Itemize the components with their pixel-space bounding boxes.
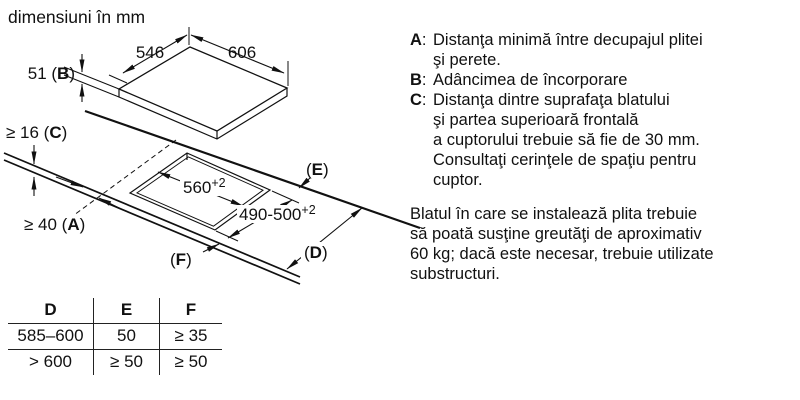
table-cell: 585–600 bbox=[8, 324, 94, 350]
dim-606-label: 606 bbox=[227, 43, 257, 62]
note-c bbox=[410, 90, 798, 190]
note-c-term: C bbox=[410, 91, 422, 109]
table-cell: ≥ 50 bbox=[94, 350, 160, 375]
table-cell: ≥ 35 bbox=[160, 324, 222, 350]
dim-a-arrows bbox=[56, 177, 123, 210]
page-title: dimensiuni în mm bbox=[8, 7, 146, 27]
note-b-text: Adâncimea de încorporare bbox=[433, 71, 628, 89]
dim-546-label: 546 bbox=[135, 43, 165, 62]
table-header-e: E bbox=[94, 298, 160, 324]
notes-panel bbox=[410, 30, 798, 284]
note-line: a cuptorului trebuie să fie de 30 mm. bbox=[433, 131, 700, 149]
worktop-paragraph bbox=[410, 204, 798, 284]
label-d: (D) bbox=[304, 243, 328, 262]
label-e: (E) bbox=[306, 160, 329, 179]
note-a-term: A bbox=[410, 31, 422, 49]
table-cell: 50 bbox=[94, 324, 160, 350]
note-line: şi partea superioară frontală bbox=[433, 111, 639, 129]
note-b bbox=[410, 70, 798, 90]
table-header-d: D bbox=[8, 298, 94, 324]
dim-b-label: 51 (B) bbox=[27, 64, 75, 83]
dim-a-label: ≥ 40 (A) bbox=[24, 215, 86, 234]
note-c-text: Distanţa dintre suprafaţa blatului bbox=[433, 91, 670, 109]
para-line: să poată susţine greutăţi de aproximativ bbox=[410, 225, 702, 243]
table-cell: > 600 bbox=[8, 350, 94, 375]
installation-diagram bbox=[0, 0, 430, 296]
note-line: C: Distanţa dintre suprafaţa blatului bbox=[410, 91, 670, 109]
cutout-depth-label: $490-500^{+2}$ bbox=[239, 203, 316, 224]
label-f: (F) bbox=[170, 250, 192, 269]
note-line: A: Distanţa minimă între decupajul plitei bbox=[410, 31, 703, 49]
note-b-term: B bbox=[410, 71, 422, 89]
def-dimension-table bbox=[8, 298, 222, 375]
para-line: substructuri. bbox=[410, 265, 500, 283]
dim-c-label: ≥ 16 (C) bbox=[6, 123, 68, 142]
para-line: Blatul în care se instalează plita trebuie bbox=[410, 205, 698, 223]
note-line: Consultaţi cerinţele de spaţiu pentru bbox=[433, 151, 697, 169]
note-line: B: Adâncimea de încorporare bbox=[410, 71, 628, 89]
note-a bbox=[410, 30, 798, 70]
cutout-width-label: $560^{+2}$ bbox=[183, 176, 226, 197]
para-line: 60 kg; dacă este necesar, trebuie utilizate bbox=[410, 245, 714, 263]
note-a-text: Distanţa minimă între decupajul plitei bbox=[433, 31, 703, 49]
note-line: şi perete. bbox=[433, 51, 501, 69]
table-header-f: F bbox=[160, 298, 222, 324]
note-line: cuptor. bbox=[433, 171, 483, 189]
table-cell: ≥ 50 bbox=[174, 352, 208, 371]
